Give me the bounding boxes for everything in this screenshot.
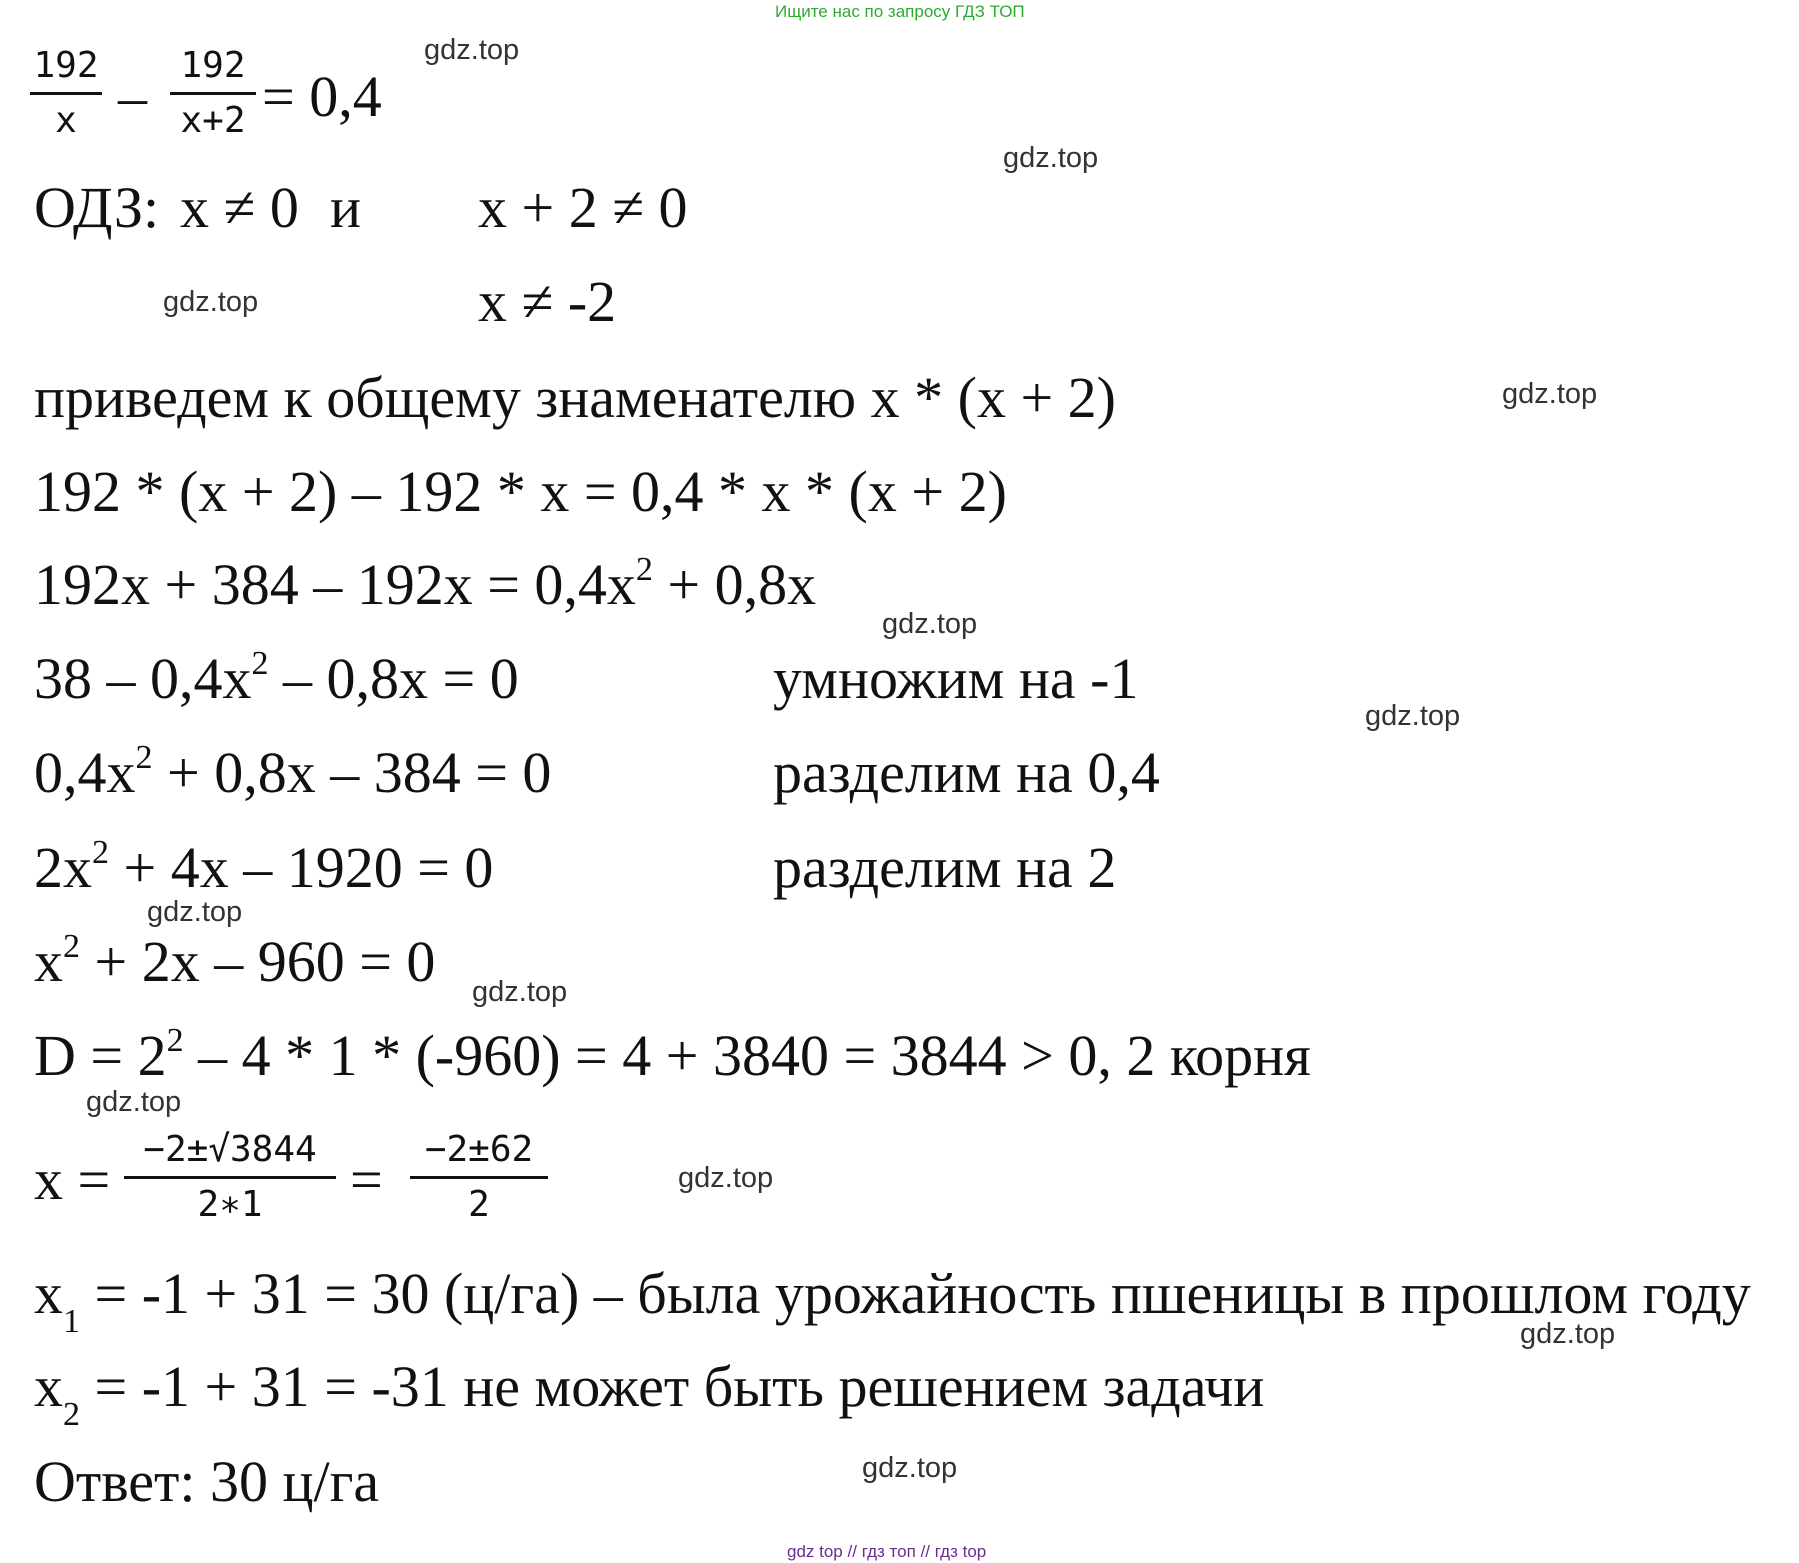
expression-part: – 4 * 1 * (-960) = 4 + 3840 = 3844 > 0, 2 корня	[183, 1023, 1311, 1088]
fraction-denominator: 2	[468, 1184, 490, 1225]
root-x1-text: = -1 + 31 = 30 (ц/га) – была урожайность пшеницы в прошлом году	[80, 1261, 1751, 1326]
exponent: 2	[92, 833, 109, 871]
exponent: 2	[251, 644, 269, 682]
exponent: 2	[166, 1021, 184, 1059]
fraction-bar	[410, 1176, 548, 1179]
watermark: gdz.top	[862, 1452, 958, 1484]
answer-line: Ответ: 30 ц/га	[34, 1449, 380, 1514]
expression-part: + 0,8x – 384 = 0	[152, 740, 552, 805]
fraction-bar	[30, 92, 102, 95]
footer-separator: //	[920, 1542, 931, 1561]
fraction-numerator: 192	[33, 45, 99, 86]
footer-separator: //	[847, 1542, 857, 1561]
fraction-denominator: x+2	[180, 100, 246, 141]
step-expand-2	[34, 550, 817, 617]
root-x2-line	[34, 1354, 1265, 1433]
expression-part: 38 – 0,4x	[34, 646, 252, 711]
watermark: gdz.top	[163, 286, 259, 318]
watermark: gdz.top	[1365, 700, 1461, 732]
expression-part: + 0,8x	[652, 552, 817, 617]
fraction-bar	[124, 1176, 336, 1179]
odz-condition-1: x ≠ 0	[180, 175, 299, 240]
watermark: gdz.top	[424, 34, 520, 66]
step-04-equation	[34, 738, 552, 805]
odz-and: и	[330, 175, 362, 240]
subscript: 1	[63, 1302, 80, 1340]
fraction-numerator: −2±62	[424, 1129, 534, 1170]
discriminant-line	[34, 1021, 1311, 1088]
expression-part: 192x + 384 – 192x = 0,4x	[34, 552, 636, 617]
expression-part: 2x	[34, 835, 92, 900]
watermark: gdz.top	[1520, 1318, 1616, 1350]
odz-label: ОДЗ:	[34, 175, 160, 240]
odz-condition-2: x + 2 ≠ 0	[478, 175, 688, 240]
expression-part: 0,4x	[34, 740, 136, 805]
footer-link-gdz-top-mixed[interactable]: гдз top	[934, 1542, 987, 1561]
fraction-192-over-x	[30, 44, 102, 143]
note-divide-2: разделим на 2	[773, 835, 1117, 900]
expression-part: – 0,8x = 0	[268, 646, 519, 711]
fraction-bar	[170, 92, 256, 95]
step-common-denominator: приведем к общему знаменателю x * (x + 2)	[34, 365, 1116, 430]
root-formula-fraction	[124, 1128, 336, 1227]
root-simplified-fraction	[410, 1128, 548, 1227]
watermark: gdz.top	[882, 608, 978, 640]
minus-sign: –	[118, 64, 147, 129]
watermark: gdz.top	[147, 896, 243, 928]
variable-x: x	[34, 1261, 63, 1326]
step-expand-1: 192 * (x + 2) – 192 * x = 0,4 * x * (x + 2)	[34, 459, 1007, 524]
fraction-denominator: 2∗1	[197, 1184, 263, 1225]
expression-part: + 4x – 1920 = 0	[109, 835, 494, 900]
odz-condition-3: x ≠ -2	[478, 269, 617, 334]
exponent: 2	[63, 927, 80, 965]
expression-part: + 2x – 960 = 0	[80, 929, 436, 994]
subscript: 2	[63, 1395, 80, 1433]
search-banner: Ищите нас по запросу ГДЗ ТОП	[775, 2, 1025, 21]
exponent: 2	[135, 738, 153, 776]
equals-sign: =	[350, 1147, 383, 1212]
fraction-denominator: x	[55, 100, 77, 141]
expression-part: D = 2	[34, 1023, 167, 1088]
watermark: gdz.top	[86, 1086, 182, 1118]
watermark: gdz.top	[678, 1162, 774, 1194]
exponent: 2	[635, 550, 653, 588]
fraction-numerator: 192	[180, 45, 246, 86]
watermark: gdz.top	[472, 976, 568, 1008]
watermark: gdz.top	[1003, 142, 1099, 174]
note-multiply: умножим на -1	[773, 646, 1139, 711]
footer-link-gdz-top[interactable]: gdz top	[787, 1542, 843, 1561]
step-x-equation	[34, 927, 436, 994]
note-divide-04: разделим на 0,4	[773, 740, 1160, 805]
equation-rhs: = 0,4	[262, 64, 382, 129]
footer-link-gdz-top-ru[interactable]: гдз топ	[861, 1542, 916, 1561]
variable-x: x	[34, 1354, 63, 1419]
root-x2-text: = -1 + 31 = -31 не может быть решением задачи	[80, 1354, 1265, 1419]
fraction-192-over-x-plus-2	[170, 44, 256, 143]
x-equals: x =	[34, 1147, 111, 1212]
fraction-numerator: −2±√3844	[143, 1129, 317, 1170]
expression-part: x	[34, 929, 63, 994]
footer-links	[787, 1542, 986, 1562]
watermark: gdz.top	[1502, 378, 1598, 410]
step-38-equation	[34, 644, 519, 711]
step-2x-equation	[34, 833, 494, 900]
